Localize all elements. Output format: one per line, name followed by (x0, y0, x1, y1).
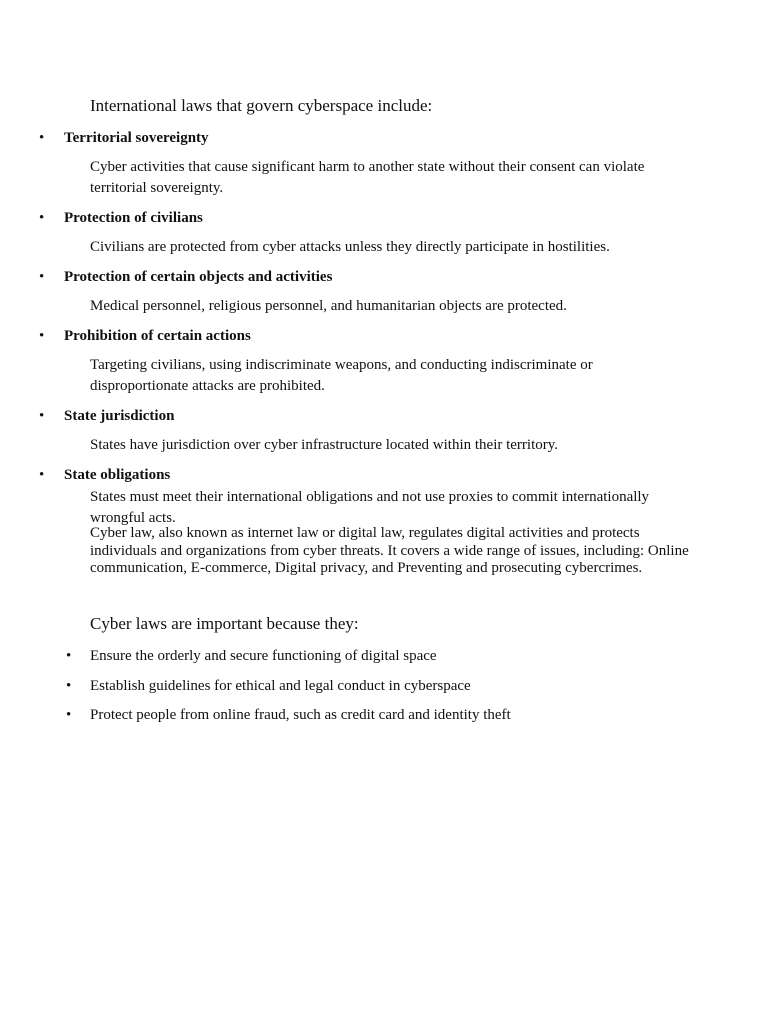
reason-text: Protect people from online fraud, such as credit card and identity theft (90, 707, 511, 723)
list-item (0, 267, 768, 317)
law-description: Medical personnel, religious personnel, and humanitarian objects are protected. (90, 298, 567, 314)
list-item (0, 646, 768, 666)
law-heading: Protection of certain objects and activities (64, 269, 333, 285)
list-item (0, 406, 768, 456)
intro-text: International laws that govern cyberspace include: (90, 96, 433, 115)
law-description: Targeting civilians, using indiscriminate weapons, and conducting indiscriminate or disproportionate attacks are prohibited. (90, 357, 593, 394)
law-description: States must meet their international obligations and not use proxies to commit internationally wrongful acts. (90, 489, 650, 526)
bullet: • (66, 707, 72, 723)
bullet: • (39, 210, 45, 226)
bullet: • (66, 648, 72, 664)
law-heading: Protection of civilians (64, 210, 203, 226)
bullet: • (39, 328, 45, 344)
list-item (0, 128, 768, 199)
bullet: • (39, 467, 45, 483)
law-description: Civilians are protected from cyber attacks unless they directly participate in hostilities. (90, 239, 610, 255)
list-item (0, 208, 768, 258)
reasons-list (0, 646, 768, 735)
list-item (0, 465, 768, 529)
list-item (0, 705, 768, 725)
bullet: • (39, 408, 45, 424)
bullet: • (39, 130, 45, 146)
bullet: • (66, 677, 72, 694)
reason-text: Ensure the orderly and secure functioning of digital space (90, 648, 437, 664)
laws-list (0, 128, 768, 529)
list-item (0, 326, 768, 397)
law-description: Cyber activities that cause significant harm to another state without their consent can violate territorial sovereignty. (90, 159, 645, 196)
law-heading: State obligations (64, 467, 171, 483)
law-description: States have jurisdiction over cyber infrastructure located within their territory. (90, 437, 559, 453)
cyber-law-paragraph: Cyber law, also known as internet law or digital law, regulates digital activities and protects individuals and organizations from cyber threats. It covers a wide range of issues, including: Online communication, E-commerce, Digital privacy, and Preventing and prosecuting cybercrimes. (90, 525, 689, 576)
law-heading: Prohibition of certain actions (64, 328, 251, 344)
reason-text: Establish guidelines for ethical and legal conduct in cyberspace (90, 677, 471, 694)
bullet: • (39, 269, 45, 285)
importance-heading: Cyber laws are important because they: (90, 614, 359, 633)
law-heading: State jurisdiction (64, 408, 175, 424)
law-heading: Territorial sovereignty (64, 130, 209, 146)
list-item (0, 676, 768, 696)
